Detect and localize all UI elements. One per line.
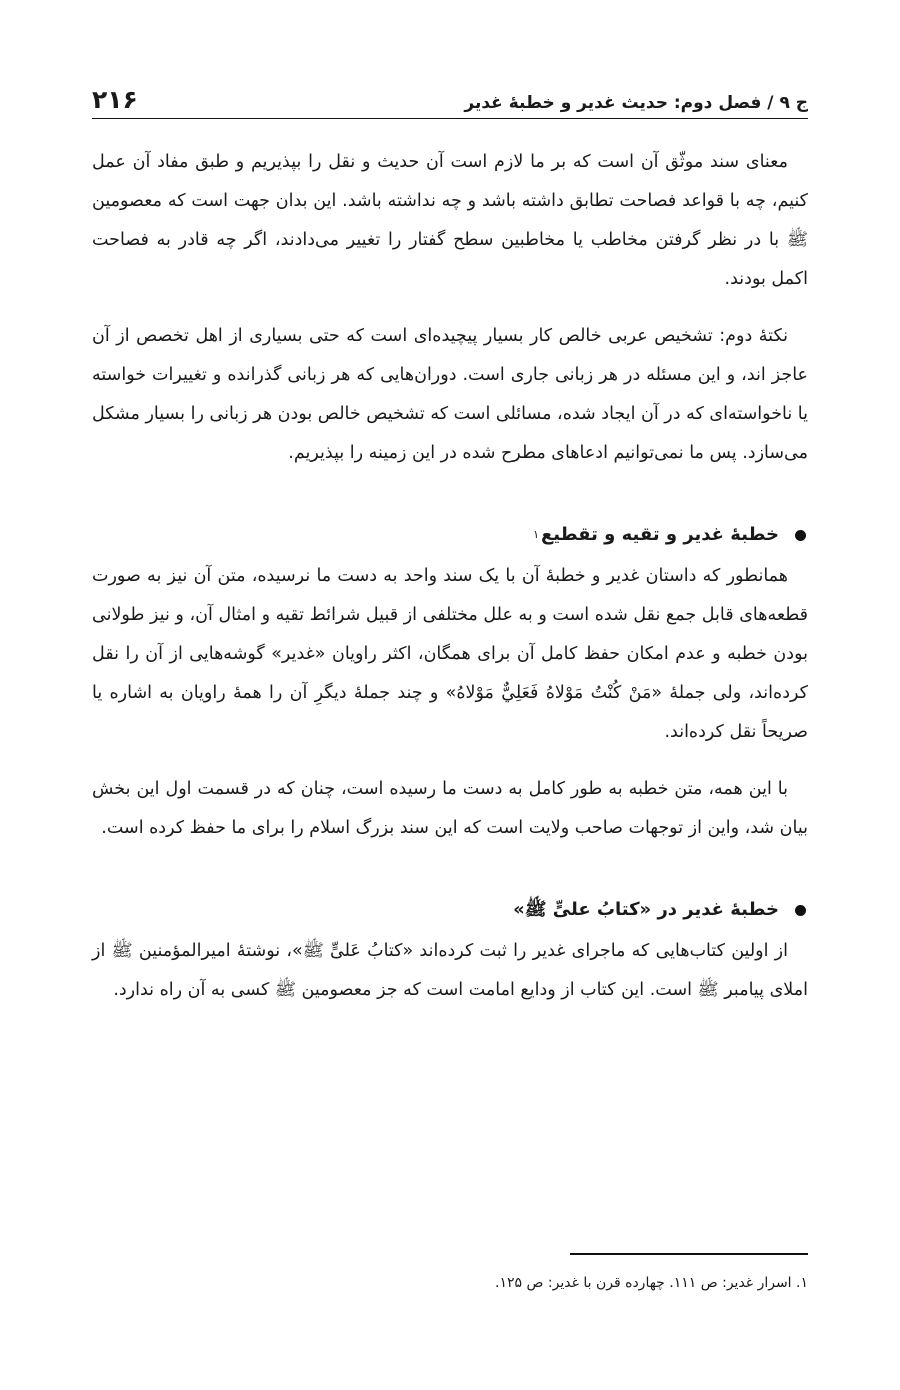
paragraph: نکتهٔ دوم: تشخیص عربی خالص کار بسیار پیچیده‌ای است که حتی بسیاری از اهل تخصص از آن عاجز اند، و این مسئله در هر زبانی جاری است. دوران‌هایی که هر زبانی گذرانده و تغییرات خواسته یا ناخواسته‌ای که در آن ایجاد شده، مسائلی است که تشخیص خالص بودن هر زبانی را بسیار مشکل می‌سازد. پس ما نمی‌توانیم ادعاهای مطرح شده در این زمینه را بپذیریم. — [92, 326, 808, 463]
paragraph: معنای سند موثّق آن است که بر ما لازم است آن حدیث و نقل را بپذیریم و طبق مفاد آن عمل کنیم، چه با قواعد فصاحت تطابق داشته باشد و چه نداشته باشد. این بدان جهت است که معصومین ﷺ با در نظر گرفتن مخاطب یا مخاطبین سطح گفتار را تغییر می‌دادند، اگر چه قادر به فصاحت اکمل بودند. — [92, 152, 808, 289]
bullet-icon — [795, 530, 806, 541]
section-heading-text: خطبهٔ غدیر در «کتابُ علیٍّ ﷺ» — [513, 899, 779, 920]
section-heading-taqiyya — [92, 515, 808, 555]
page-number: ۲۱۶ — [92, 85, 138, 114]
running-head — [92, 72, 808, 112]
paragraph: از اولین کتاب‌هایی که ماجرای غدیر را ثبت کرده‌اند «کتابُ عَلیٍّ ﷺ»، نوشتهٔ امیرالمؤمنین ﷺ از املای پیامبر ﷺ است. این کتاب از ودایع امامت است که جز معصومین ﷺ کسی به آن راه ندارد. — [92, 941, 808, 1000]
section-heading-text: خطبهٔ غدیر و تقیه و تقطیع — [541, 524, 779, 545]
body-text — [92, 143, 808, 1028]
paragraph: همانطور که داستان غدیر و خطبهٔ آن با یک سند واحد به دست ما نرسیده، متن آن نیز به صورت قطعه‌های قابل جمع نقل شده است و به علل مختلفی از قبیل شرائط تقیه و امثال آن، و نیز طولانی بودن خطبه و عدم امکان حفظ کامل آن برای همگان، اکثر راویان «غدیر» گوشه‌هایی از آن را نقل کرده‌اند، ولی جملهٔ «مَنْ كُنْتُ مَوْلاهُ فَعَلِيٌّ مَوْلاهُ» و چند جملهٔ دیگرِ آن را همهٔ راویان به اشاره یا صریحاً نقل کرده‌اند. — [92, 566, 808, 742]
bullet-icon — [795, 905, 806, 916]
footnote: ۱. اسرار غدیر: ص ۱۱۱. چهارده قرن با غدیر: ص ۱۲۵. — [495, 1275, 808, 1291]
book-page — [92, 60, 808, 1330]
running-title: ج ۹ / فصل دوم: حدیث غدیر و خطبهٔ غدیر — [464, 93, 808, 113]
paragraph: با این همه، متن خطبه به طور کامل به دست ما رسیده است، چنان که در قسمت اول این بخش بیان شد، واین از توجهات صاحب ولایت است که این سند بزرگ اسلام را برای ما حفظ کرده است. — [92, 779, 808, 838]
footnote-rule — [570, 1253, 808, 1255]
section-heading-kitab-ali — [92, 890, 808, 930]
header-rule — [92, 118, 808, 119]
footnote-reference[interactable]: ۱ — [533, 528, 539, 541]
